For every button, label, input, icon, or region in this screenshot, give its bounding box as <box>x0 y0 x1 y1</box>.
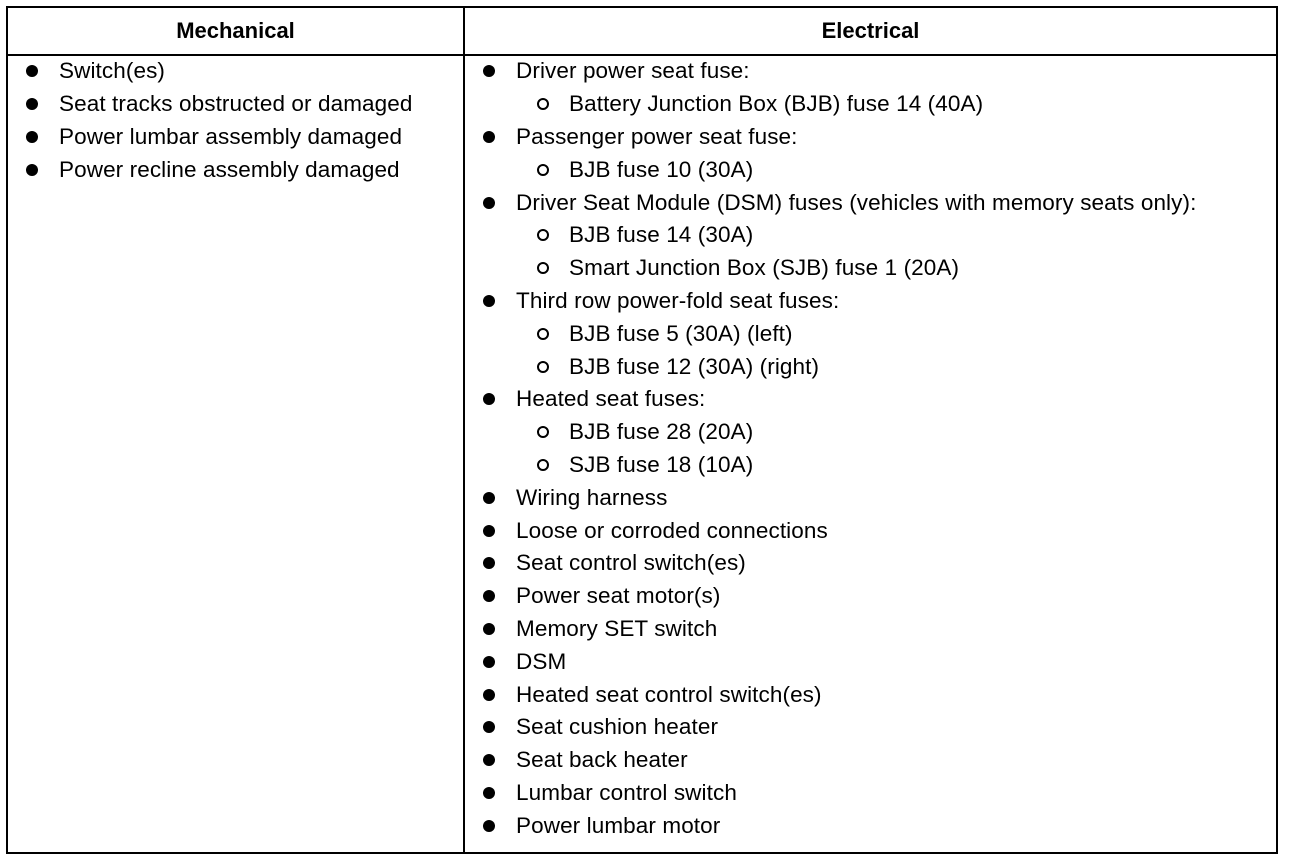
list-item <box>477 580 1277 613</box>
item-label: Power lumbar assembly damaged <box>59 123 403 149</box>
bullet-icon <box>483 197 495 209</box>
list-item <box>477 777 1277 810</box>
sub-item-label: BJB fuse 10 (30A) <box>569 156 754 182</box>
bullet-icon <box>483 721 495 733</box>
sub-item-label: SJB fuse 18 (10A) <box>569 451 754 477</box>
item-label: Power seat motor(s) <box>516 583 721 609</box>
sub-list-item <box>477 449 1277 482</box>
item-label: Wiring harness <box>516 484 668 510</box>
bullet-icon <box>483 131 495 143</box>
item-label: Lumbar control switch <box>516 779 737 805</box>
list-item <box>477 547 1277 580</box>
list-item <box>477 55 1277 88</box>
item-label: Driver power seat fuse: <box>516 58 750 84</box>
bullet-icon <box>483 557 495 569</box>
list-item <box>477 744 1277 777</box>
list-item <box>477 645 1277 678</box>
item-label: Memory SET switch <box>516 615 718 641</box>
circle-bullet-icon <box>537 164 549 176</box>
list-item <box>20 55 450 88</box>
item-label: Power recline assembly damaged <box>59 156 400 182</box>
circle-bullet-icon <box>537 361 549 373</box>
bullet-icon <box>483 492 495 504</box>
sub-list-item <box>477 252 1277 285</box>
sub-list-item <box>477 350 1277 383</box>
electrical-list <box>477 55 1277 842</box>
circle-bullet-icon <box>537 98 549 110</box>
list-item <box>477 481 1277 514</box>
item-label: Driver Seat Module (DSM) fuses (vehicles with memory seats only): <box>516 189 1197 215</box>
sub-item-label: Battery Junction Box (BJB) fuse 14 (40A) <box>569 91 984 117</box>
circle-bullet-icon <box>537 426 549 438</box>
list-item <box>477 121 1277 154</box>
bullet-icon <box>483 65 495 77</box>
sub-item-label: BJB fuse 5 (30A) (left) <box>569 320 793 346</box>
bullet-icon <box>483 295 495 307</box>
sub-item-label: BJB fuse 28 (20A) <box>569 419 754 445</box>
item-label: DSM <box>516 648 567 674</box>
list-item <box>20 88 450 121</box>
sub-list-item <box>477 153 1277 186</box>
bullet-icon <box>483 787 495 799</box>
electrical-header: Electrical <box>821 18 920 43</box>
list-item <box>477 514 1277 547</box>
bullet-icon <box>26 98 38 110</box>
sub-list-item <box>477 416 1277 449</box>
bullet-icon <box>26 131 38 143</box>
bullet-icon <box>483 820 495 832</box>
sub-item-label: Smart Junction Box (SJB) fuse 1 (20A) <box>569 255 960 281</box>
item-label: Heated seat control switch(es) <box>516 681 822 707</box>
list-item <box>20 121 450 154</box>
bullet-icon <box>483 525 495 537</box>
item-label: Seat back heater <box>516 747 688 773</box>
item-label: Seat tracks obstructed or damaged <box>59 91 413 117</box>
list-item <box>477 711 1277 744</box>
item-label: Switch(es) <box>59 58 166 84</box>
mechanical-header: Mechanical <box>176 18 295 43</box>
column-divider <box>463 8 465 852</box>
circle-bullet-icon <box>537 328 549 340</box>
circle-bullet-icon <box>537 459 549 471</box>
item-label: Loose or corroded connections <box>516 517 828 543</box>
item-label: Third row power-fold seat fuses: <box>516 287 840 313</box>
list-item <box>20 153 450 186</box>
sub-list-item <box>477 219 1277 252</box>
bullet-icon <box>483 689 495 701</box>
list-item <box>477 383 1277 416</box>
list-item <box>477 613 1277 646</box>
bullet-icon <box>483 393 495 405</box>
bullet-icon <box>483 656 495 668</box>
list-item <box>477 186 1277 219</box>
bullet-icon <box>483 590 495 602</box>
bullet-icon <box>483 623 495 635</box>
item-label: Heated seat fuses: <box>516 386 706 412</box>
item-label: Power lumbar motor <box>516 812 721 838</box>
sub-list-item <box>477 317 1277 350</box>
bullet-icon <box>26 65 38 77</box>
sub-item-label: BJB fuse 12 (30A) (right) <box>569 353 820 379</box>
item-label: Seat cushion heater <box>516 714 719 740</box>
mechanical-list <box>20 55 450 186</box>
circle-bullet-icon <box>537 229 549 241</box>
list-item <box>477 809 1277 842</box>
bullet-icon <box>26 164 38 176</box>
circle-bullet-icon <box>537 262 549 274</box>
sub-item-label: BJB fuse 14 (30A) <box>569 222 754 248</box>
list-item <box>477 285 1277 318</box>
item-label: Seat control switch(es) <box>516 550 746 576</box>
item-label: Passenger power seat fuse: <box>516 123 798 149</box>
bullet-icon <box>483 754 495 766</box>
sub-list-item <box>477 88 1277 121</box>
list-item <box>477 678 1277 711</box>
